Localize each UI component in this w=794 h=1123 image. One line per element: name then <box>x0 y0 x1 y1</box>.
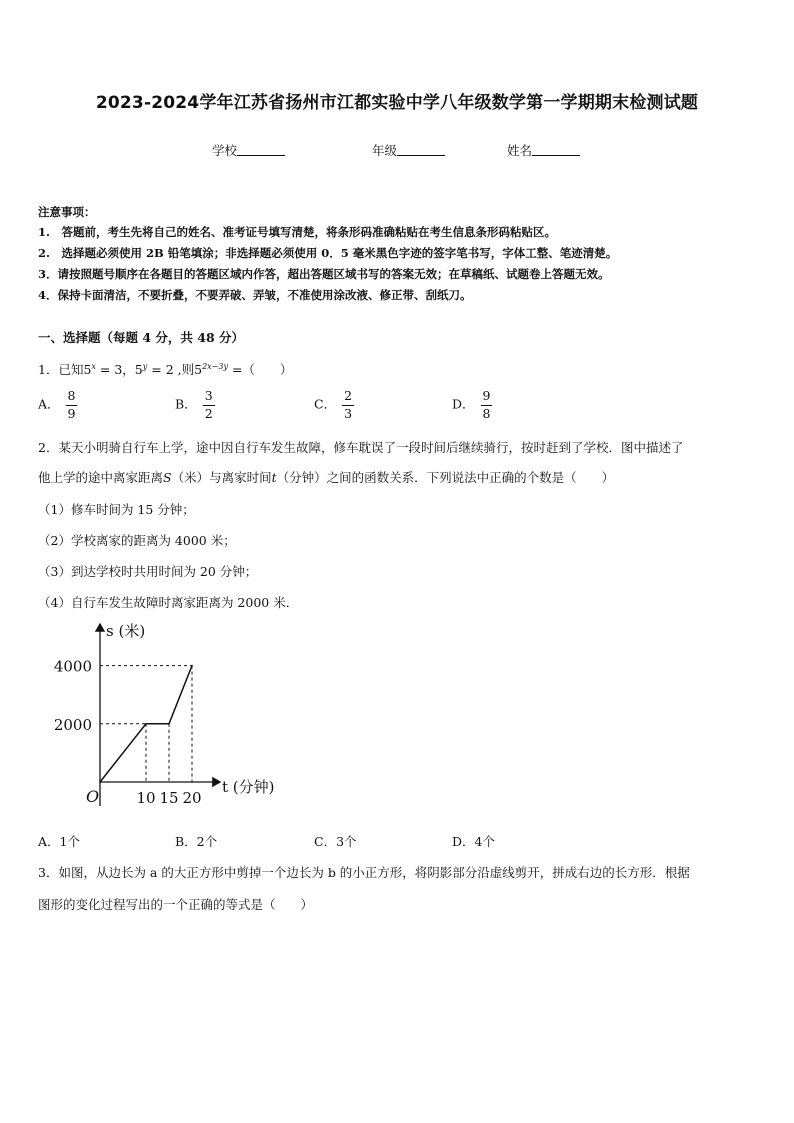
q2-text: 他上学的途中离家距离 <box>38 470 164 485</box>
grade-blank <box>397 143 445 156</box>
q2-statement: （2）学校离家的距离为 4000 米； <box>38 533 236 548</box>
question-3-stem-line1: 3．如图，从边长为 a 的大正方形中剪掉一个边长为 b 的小正方形，将阴影部分沿虚线剪开，拼成右边的长方形．根据 <box>38 865 690 880</box>
question-2-stem-line2 <box>38 468 614 486</box>
school-blank <box>237 143 285 156</box>
q2-option-b[interactable]: B．2个 <box>175 834 218 849</box>
origin-label: O <box>86 787 100 806</box>
q1-option-d[interactable] <box>452 390 492 420</box>
q1-power-base: 5 <box>134 362 143 377</box>
grade-label: 年级 <box>372 143 398 158</box>
data-point <box>99 781 101 783</box>
data-point <box>145 723 147 725</box>
grade-field <box>372 141 445 159</box>
data-point <box>168 723 170 725</box>
q2-statement: （1）修车时间为 15 分钟； <box>38 502 195 517</box>
school-field <box>212 141 285 159</box>
x-axis-label: t (分钟) <box>222 778 275 796</box>
q1-text: = 2 ,则 <box>147 362 195 377</box>
school-label: 学校 <box>212 143 238 158</box>
numerator: 2 <box>342 390 354 406</box>
q1-option-a[interactable] <box>38 390 77 420</box>
q2-statement: （3）到达学校时共用时间为 20 分钟； <box>38 564 258 579</box>
q1-option-c[interactable] <box>314 390 354 420</box>
x-tick-label: 15 <box>159 789 179 807</box>
denominator: 9 <box>67 405 76 421</box>
fraction <box>481 390 493 420</box>
numerator: 3 <box>203 390 215 406</box>
question-2-stem-line1: 2．某天小明骑自行车上学，途中因自行车发生故障，修车耽误了一段时间后继续骑行，按时赶到了学校．图中描述了 <box>38 440 684 455</box>
q1-power-base: 5 <box>83 362 92 377</box>
q2-option-c[interactable]: C．3个 <box>314 834 357 849</box>
x-tick-label: 20 <box>182 789 202 807</box>
q1-power-exp: 2x−3y <box>202 361 228 371</box>
name-blank <box>532 143 580 156</box>
denominator: 2 <box>204 405 213 421</box>
y-tick-label: 4000 <box>53 657 92 676</box>
q1-power-base: 5 <box>194 362 203 377</box>
option-label: B． <box>175 396 197 412</box>
question-1-stem <box>38 360 292 378</box>
option-label: D． <box>452 396 475 412</box>
denominator: 3 <box>344 405 353 421</box>
x-tick-label: 10 <box>136 789 156 807</box>
option-label: A． <box>38 396 60 412</box>
numerator: 8 <box>66 390 78 406</box>
q2-variable: t <box>271 470 277 485</box>
denominator: 8 <box>482 405 491 421</box>
q1-power-exp: y <box>142 361 148 371</box>
q2-text: （米）与离家时间 <box>171 470 272 485</box>
q1-text: = 3， <box>95 362 135 377</box>
fraction <box>342 390 354 420</box>
q2-text: （分钟）之间的函数关系．下列说法中正确的个数是（ ） <box>276 470 615 485</box>
distance-time-graph <box>40 616 390 816</box>
option-label: C． <box>314 396 337 412</box>
q2-statement: （4）自行车发生故障时离家距离为 2000 米． <box>38 595 299 610</box>
section-heading: 一、选择题（每题 4 分，共 48 分） <box>38 330 245 345</box>
fraction <box>203 390 215 420</box>
q1-prefix: 1．已知 <box>38 362 84 377</box>
note-item: 2. 选择题必须使用 2B 铅笔填涂；非选择题必须使用 0．5 毫米黑色字迹的签字笔书写，字体工整、笔迹清楚。 <box>38 246 618 260</box>
fraction <box>66 390 78 420</box>
y-axis-label: s (米) <box>106 622 146 640</box>
q2-option-d[interactable]: D．4个 <box>452 834 495 849</box>
name-label: 姓名 <box>507 143 533 158</box>
name-field <box>507 141 580 159</box>
q1-text: =（ ） <box>227 362 293 377</box>
q1-option-b[interactable] <box>175 390 215 420</box>
note-item: 1. 答题前，考生先将自己的姓名、准考证号填写清楚，将条形码准确粘贴在考生信息条形码粘贴区。 <box>38 225 556 239</box>
page-title: 2023-2024学年江苏省扬州市江都实验中学八年级数学第一学期期末检测试题 <box>95 93 699 113</box>
numerator: 9 <box>481 390 493 406</box>
data-point <box>191 665 193 667</box>
y-tick-label: 2000 <box>53 715 92 734</box>
note-item: 3．请按照题号顺序在各题目的答题区域内作答，超出答题区域书写的答案无效；在草稿纸、试题卷上答题无效。 <box>38 267 610 281</box>
note-item: 4．保持卡面清洁，不要折叠，不要弄破、弄皱，不准使用涂改液、修正带、刮纸刀。 <box>38 288 472 302</box>
q1-power-exp: x <box>91 361 96 371</box>
question-3-stem-line2: 图形的变化过程写出的一个正确的等式是（ ） <box>38 897 314 912</box>
q2-option-a[interactable]: A．1个 <box>38 834 80 849</box>
q2-variable: S <box>163 470 172 485</box>
notes-heading: 注意事项： <box>38 205 96 219</box>
